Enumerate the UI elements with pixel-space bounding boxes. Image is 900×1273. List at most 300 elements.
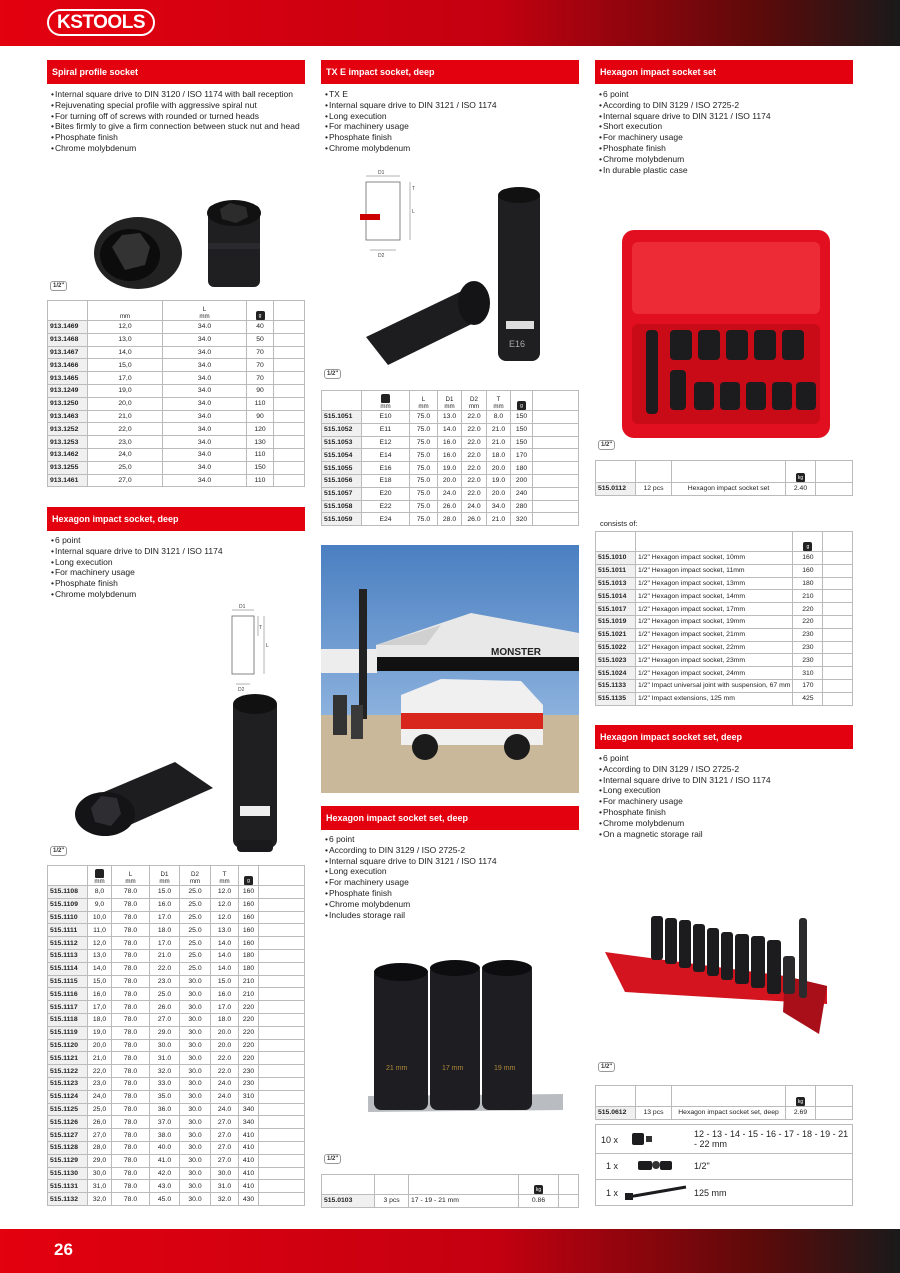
feature-item: • Chrome molybdenum: [599, 154, 851, 165]
weight-icon: g: [256, 311, 265, 320]
table-cell: 230: [239, 1065, 259, 1078]
feature-item: • For turning off of screws with rounded or turned heads: [51, 111, 303, 122]
table-cell: 21.0: [150, 949, 180, 962]
col-T-unit: mm: [493, 403, 504, 410]
table-cell: 26.0: [438, 500, 462, 513]
table-row: [48, 384, 305, 397]
table-row: [48, 1052, 305, 1065]
feature-item: • For machinery usage: [599, 796, 851, 807]
table-cell: 220: [239, 1039, 259, 1052]
table-cell: 913.1252: [48, 423, 88, 436]
table-row: [596, 628, 853, 641]
table-cell: 30.0: [180, 1026, 211, 1039]
table-cell: 15,0: [88, 975, 112, 988]
table-cell: 78.0: [112, 1167, 150, 1180]
table-cell: 913.1465: [48, 372, 88, 385]
table-cell: 30.0: [150, 1039, 180, 1052]
table-cell: 78.0: [112, 962, 150, 975]
table-cell: 30.0: [180, 988, 211, 1001]
table-cell: 78.0: [112, 988, 150, 1001]
table-cell: 75.0: [410, 487, 438, 500]
hex-icon: [95, 869, 104, 878]
table-cell: 25.0: [180, 886, 211, 899]
spiral-header: Spiral profile socket: [47, 60, 305, 84]
table-cell: 17,0: [88, 1001, 112, 1014]
table-cell: 1/2" Hexagon impact socket, 14mm: [636, 590, 793, 603]
table-cell: 14.0: [211, 937, 239, 950]
table-cell: 180: [793, 577, 823, 590]
table-cell: 12.0: [211, 886, 239, 899]
table-cell: 410: [239, 1141, 259, 1154]
drive-badge: 1/2": [598, 1062, 615, 1072]
item-qty: 1 x: [606, 1161, 619, 1171]
feature-item: • According to DIN 3129 / ISO 2725-2: [325, 845, 577, 856]
table-cell: 20,0: [88, 397, 163, 410]
table-cell: 515.1024: [596, 667, 636, 680]
table-row: [48, 1180, 305, 1193]
table-cell: 515.1126: [48, 1116, 88, 1129]
table-cell: 20.0: [487, 462, 511, 475]
table-cell: 34.0: [163, 359, 247, 372]
weight: 2.69: [786, 1107, 816, 1120]
table-cell: 38.0: [150, 1129, 180, 1142]
feature-item: • Phosphate finish: [599, 807, 851, 818]
table-cell: 160: [239, 911, 259, 924]
table-row: [48, 911, 305, 924]
table-cell: 24.0: [438, 487, 462, 500]
table-cell: 78.0: [112, 1026, 150, 1039]
table-cell: 110: [247, 474, 274, 487]
table-row: [596, 590, 853, 603]
table-cell: 78.0: [112, 1052, 150, 1065]
sizes: 17 - 19 - 21 mm: [409, 1195, 519, 1208]
socket-mark-17: 17 mm: [442, 1065, 464, 1072]
part-number: 515.0612: [596, 1107, 636, 1120]
feature-item: • Phosphate finish: [325, 132, 577, 143]
table-row: [48, 461, 305, 474]
table-cell: 515.1129: [48, 1154, 88, 1167]
table-cell: 515.1112: [48, 937, 88, 950]
item-qty: 1 x: [606, 1188, 619, 1198]
table-cell: 78.0: [112, 1090, 150, 1103]
table-cell: 913.1462: [48, 448, 88, 461]
feature-item: • Short execution: [599, 121, 851, 132]
table-cell: 18.0: [150, 924, 180, 937]
col-L-unit: mm: [199, 313, 210, 320]
table-cell: 515.1059: [322, 513, 362, 526]
table-cell: 36.0: [150, 1103, 180, 1116]
table-cell: 34.0: [163, 346, 247, 359]
table-cell: 78.0: [112, 1129, 150, 1142]
weight-icon: g: [244, 876, 253, 885]
table-cell: 515.1057: [322, 487, 362, 500]
table-cell: 310: [793, 667, 823, 680]
table-cell: 30,0: [88, 1167, 112, 1180]
hexdeep-drawing: [218, 600, 280, 695]
table-cell: 25,0: [88, 1103, 112, 1116]
table-cell: 515.1053: [322, 436, 362, 449]
table-cell: 160: [793, 564, 823, 577]
hexdeep-table: [47, 865, 305, 1206]
table-cell: 13,0: [88, 333, 163, 346]
table-cell: 21,0: [88, 1052, 112, 1065]
feature-item: • Chrome molybdenum: [325, 899, 577, 910]
table-cell: E18: [362, 474, 410, 487]
table-row: [322, 462, 579, 475]
feature-item: • Phosphate finish: [325, 888, 577, 899]
table-row: [48, 1193, 305, 1206]
table-cell: 78.0: [112, 1116, 150, 1129]
monster-team-photo: [321, 545, 579, 793]
item-desc: 125 mm: [694, 1188, 727, 1198]
table-cell: 32.0: [150, 1065, 180, 1078]
table-cell: 12.0: [211, 898, 239, 911]
table-cell: 22.0: [462, 462, 487, 475]
table-cell: 25.0: [180, 924, 211, 937]
table-cell: 11,0: [88, 924, 112, 937]
table-cell: 30.0: [180, 975, 211, 988]
table-cell: 160: [239, 898, 259, 911]
table-cell: 78.0: [112, 911, 150, 924]
spiral-table: [47, 300, 305, 487]
feature-item: • Internal square drive to DIN 3121 / ISO 1174: [599, 111, 851, 122]
table-cell: 515.1019: [596, 615, 636, 628]
table-cell: 515.1117: [48, 1001, 88, 1014]
feature-item: • For machinery usage: [325, 877, 577, 888]
table-cell: 110: [247, 448, 274, 461]
table-cell: 515.1013: [596, 577, 636, 590]
dim-D2: D2: [378, 253, 385, 259]
table-cell: 913.1461: [48, 474, 88, 487]
table-row: [48, 397, 305, 410]
col-D1-unit: mm: [444, 403, 455, 410]
txe-features: [325, 89, 577, 154]
txe-socket-mark: E16: [509, 339, 526, 349]
feature-item: • TX E: [325, 89, 577, 100]
table-cell: 18.0: [487, 449, 511, 462]
table-cell: 515.1017: [596, 603, 636, 616]
table-cell: 515.1132: [48, 1193, 88, 1206]
table-row: [322, 474, 579, 487]
table-cell: 230: [239, 1077, 259, 1090]
table-cell: 1/2" Hexagon impact socket, 23mm: [636, 654, 793, 667]
table-cell: 25,0: [88, 461, 163, 474]
table-cell: 210: [239, 975, 259, 988]
table-cell: 40: [247, 321, 274, 334]
table-cell: 515.1023: [596, 654, 636, 667]
table-cell: 78.0: [112, 924, 150, 937]
hexset-features: [599, 89, 851, 175]
table-row: [596, 654, 853, 667]
table-cell: 220: [793, 615, 823, 628]
table-row: [48, 975, 305, 988]
table-cell: 340: [239, 1116, 259, 1129]
feature-item: • For machinery usage: [325, 121, 577, 132]
table-cell: 515.1011: [596, 564, 636, 577]
table-row: [322, 436, 579, 449]
drive-badge: 1/2": [324, 369, 341, 379]
table-row: [48, 1129, 305, 1142]
table-cell: 78.0: [112, 1180, 150, 1193]
table-cell: 13,0: [88, 949, 112, 962]
table-cell: 21.0: [487, 513, 511, 526]
table-cell: E16: [362, 462, 410, 475]
table-row: [322, 500, 579, 513]
table-cell: 30.0: [180, 1154, 211, 1167]
table-cell: 75.0: [410, 411, 438, 424]
table-cell: 410: [239, 1180, 259, 1193]
table-cell: 180: [239, 949, 259, 962]
table-cell: E14: [362, 449, 410, 462]
table-cell: 27.0: [211, 1129, 239, 1142]
table-cell: 130: [247, 436, 274, 449]
table-cell: 515.1014: [596, 590, 636, 603]
feature-item: • Long execution: [325, 866, 577, 877]
item-desc: 1/2": [694, 1161, 710, 1171]
table-cell: 28.0: [438, 513, 462, 526]
table-cell: 180: [511, 462, 533, 475]
table-cell: 913.1466: [48, 359, 88, 372]
table-cell: 16.0: [211, 988, 239, 1001]
table-cell: 21.0: [487, 423, 511, 436]
table-cell: 180: [239, 962, 259, 975]
table-cell: 22.0: [462, 474, 487, 487]
table-cell: 23,0: [88, 436, 163, 449]
feature-item: • Chrome molybdenum: [325, 143, 577, 154]
feature-item: • 6 point: [599, 753, 851, 764]
table-cell: 515.1122: [48, 1065, 88, 1078]
table-cell: 19,0: [88, 384, 163, 397]
hexsetdeep-image: [368, 960, 563, 1120]
table-row: [48, 333, 305, 346]
col-D2: D2: [470, 396, 478, 403]
table-cell: 32.0: [211, 1193, 239, 1206]
feature-item: • Phosphate finish: [51, 132, 303, 143]
table-cell: 22.0: [462, 436, 487, 449]
table-row: [48, 1103, 305, 1116]
table-cell: 320: [511, 513, 533, 526]
dim-T: T: [412, 186, 416, 192]
table-cell: 20,0: [88, 1039, 112, 1052]
table-row: [48, 448, 305, 461]
drive-badge: 1/2": [324, 1154, 341, 1164]
table-cell: 30.0: [180, 1141, 211, 1154]
pieces: 13 pcs: [636, 1107, 672, 1120]
table-cell: 913.1253: [48, 436, 88, 449]
table-cell: 515.1128: [48, 1141, 88, 1154]
table-cell: 78.0: [112, 937, 150, 950]
feature-item: • Long execution: [51, 557, 303, 568]
table-cell: 1/2" Hexagon impact socket, 13mm: [636, 577, 793, 590]
table-cell: 25.0: [150, 988, 180, 1001]
table-row: [48, 1167, 305, 1180]
feature-item: • For machinery usage: [51, 567, 303, 578]
table-cell: 24.0: [462, 500, 487, 513]
table-cell: 70: [247, 359, 274, 372]
table-cell: 12.0: [211, 911, 239, 924]
table-cell: 34.0: [163, 333, 247, 346]
table-cell: 90: [247, 410, 274, 423]
description: Hexagon impact socket set, deep: [672, 1107, 786, 1120]
drive-badge: 1/2": [598, 440, 615, 450]
description: Hexagon impact socket set: [672, 483, 786, 496]
table-cell: 22.0: [211, 1052, 239, 1065]
dim-L: L: [266, 643, 269, 649]
table-cell: 34.0: [163, 372, 247, 385]
table-cell: 22.0: [462, 449, 487, 462]
table-cell: 220: [239, 1001, 259, 1014]
table-cell: 170: [511, 449, 533, 462]
table-cell: 78.0: [112, 886, 150, 899]
table-cell: 515.1055: [322, 462, 362, 475]
table-cell: 913.1469: [48, 321, 88, 334]
table-cell: 30.0: [180, 1077, 211, 1090]
table-cell: 22.0: [462, 411, 487, 424]
table-cell: 30.0: [180, 1193, 211, 1206]
feature-item: • Rejuvenating special profile with aggressive spiral nut: [51, 100, 303, 111]
table-cell: 30.0: [180, 1090, 211, 1103]
hexset2-header: Hexagon impact socket set, deep: [595, 725, 853, 749]
table-cell: 14.0: [211, 949, 239, 962]
hexdeep-header: Hexagon impact socket, deep: [47, 507, 305, 531]
table-row: [48, 988, 305, 1001]
table-cell: 75.0: [410, 474, 438, 487]
table-cell: 17,0: [88, 372, 163, 385]
table-cell: 220: [239, 1026, 259, 1039]
table-row: [48, 423, 305, 436]
weight-icon: g: [517, 401, 526, 410]
table-cell: 31.0: [150, 1052, 180, 1065]
pieces: 3 pcs: [375, 1195, 409, 1208]
table-row: [48, 1013, 305, 1026]
table-cell: 22.0: [211, 1065, 239, 1078]
table-cell: 90: [247, 384, 274, 397]
table-cell: 19.0: [438, 462, 462, 475]
table-row: [48, 949, 305, 962]
table-cell: 515.1119: [48, 1026, 88, 1039]
table-cell: 35.0: [150, 1090, 180, 1103]
table-row: [48, 1039, 305, 1052]
feature-item: • 6 point: [51, 535, 303, 546]
table-row: [48, 924, 305, 937]
table-cell: 150: [511, 411, 533, 424]
table-cell: 34.0: [163, 397, 247, 410]
page-number: 26: [54, 1240, 73, 1259]
table-cell: 25.0: [180, 949, 211, 962]
table-cell: 1/2" Hexagon impact socket, 21mm: [636, 628, 793, 641]
table-cell: 30.0: [180, 1065, 211, 1078]
table-cell: 34.0: [163, 436, 247, 449]
table-cell: 75.0: [410, 462, 438, 475]
socket-mark-19: 19 mm: [494, 1065, 516, 1072]
table-cell: 160: [239, 886, 259, 899]
drive-badge: 1/2": [50, 846, 67, 856]
table-cell: 34.0: [163, 448, 247, 461]
table-cell: 515.1056: [322, 474, 362, 487]
table-row: [48, 1065, 305, 1078]
table-row: [48, 1116, 305, 1129]
feature-item: • Chrome molybdenum: [51, 143, 303, 154]
dim-T: T: [259, 625, 263, 631]
table-cell: 30.0: [180, 1052, 211, 1065]
table-cell: 24.0: [211, 1077, 239, 1090]
table-row: [48, 1077, 305, 1090]
table-cell: 14.0: [211, 962, 239, 975]
table-cell: 34.0: [163, 474, 247, 487]
table-cell: 27.0: [211, 1141, 239, 1154]
table-cell: 78.0: [112, 1141, 150, 1154]
table-cell: 515.1116: [48, 988, 88, 1001]
table-row: [596, 564, 853, 577]
feature-item: • Internal square drive to DIN 3120 / ISO 1174 with ball reception: [51, 89, 303, 100]
table-cell: 913.1255: [48, 461, 88, 474]
table-cell: 150: [511, 436, 533, 449]
table-cell: 913.1467: [48, 346, 88, 359]
table-cell: 230: [793, 641, 823, 654]
table-row: [48, 346, 305, 359]
table-cell: 27.0: [211, 1154, 239, 1167]
table-cell: 280: [511, 500, 533, 513]
table-cell: 220: [793, 603, 823, 616]
table-cell: 17.0: [150, 911, 180, 924]
dim-D2: D2: [238, 687, 245, 693]
extension-bar-icon: [624, 1183, 690, 1201]
table-cell: 515.1130: [48, 1167, 88, 1180]
feature-item: • According to DIN 3129 / ISO 2725-2: [599, 100, 851, 111]
feature-item: • Chrome molybdenum: [599, 818, 851, 829]
table-cell: 240: [511, 487, 533, 500]
table-cell: 160: [239, 937, 259, 950]
col-D2-unit: mm: [189, 878, 201, 885]
table-cell: 12,0: [88, 937, 112, 950]
table-cell: 30.0: [211, 1167, 239, 1180]
table-cell: 22,0: [88, 423, 163, 436]
table-cell: 34.0: [163, 423, 247, 436]
table-cell: 515.1118: [48, 1013, 88, 1026]
table-cell: 78.0: [112, 898, 150, 911]
table-cell: 25.0: [180, 911, 211, 924]
table-row: [48, 1141, 305, 1154]
table-cell: 310: [239, 1090, 259, 1103]
table-row: [48, 1090, 305, 1103]
table-cell: 34.0: [163, 461, 247, 474]
table-cell: 1/2" Hexagon impact socket, 11mm: [636, 564, 793, 577]
col-D2: D2: [191, 871, 199, 878]
table-row: [322, 513, 579, 526]
hexset2-table: [595, 1085, 853, 1120]
table-cell: 1/2" Hexagon impact socket, 10mm: [636, 552, 793, 565]
table-cell: 30.0: [180, 1129, 211, 1142]
table-cell: 515.1111: [48, 924, 88, 937]
col-L-unit: mm: [418, 403, 429, 410]
table-cell: 30.0: [180, 1103, 211, 1116]
hexdeep-features: [51, 535, 303, 600]
feature-item: • Internal square drive to DIN 3121 / ISO 1174: [325, 100, 577, 111]
hexset2-rail-image: [605, 912, 827, 1036]
table-cell: 27,0: [88, 474, 163, 487]
table-cell: 24,0: [88, 448, 163, 461]
table-cell: 110: [247, 397, 274, 410]
weight-icon: kg: [535, 1187, 542, 1193]
col-mm: mm: [94, 878, 105, 885]
part-number: 515.0112: [596, 483, 636, 496]
table-cell: 515.1108: [48, 886, 88, 899]
feature-item: • Chrome molybdenum: [51, 589, 303, 600]
table-cell: 31.0: [211, 1180, 239, 1193]
feature-item: • Long execution: [325, 111, 577, 122]
table-cell: 20.0: [438, 474, 462, 487]
socket-mark-21: 21 mm: [386, 1065, 408, 1072]
